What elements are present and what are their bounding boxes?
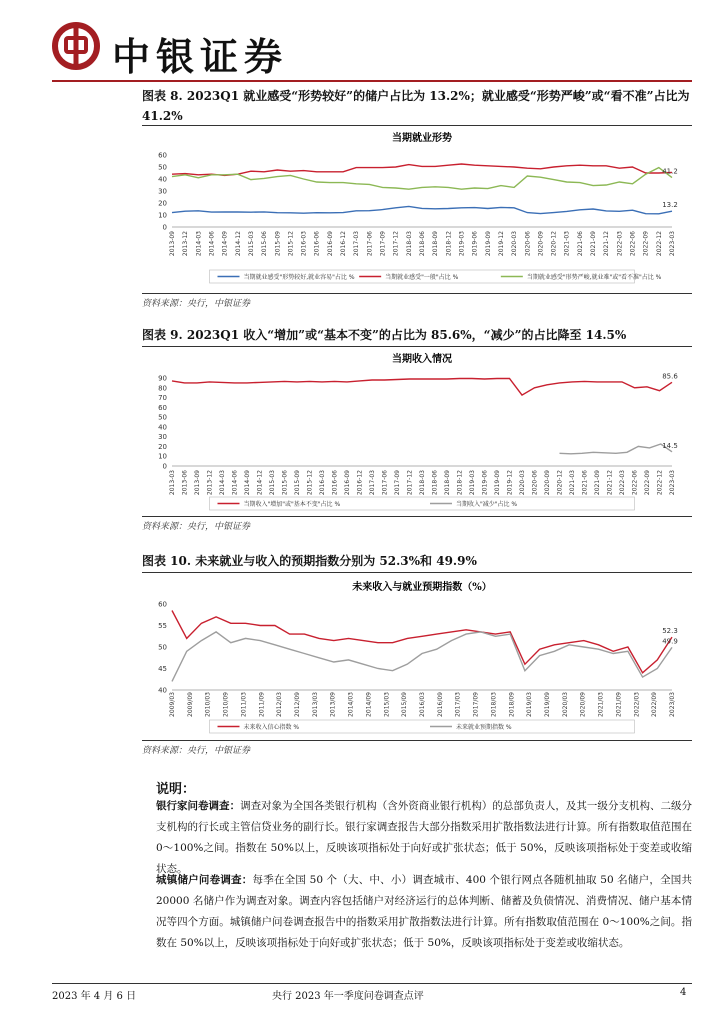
- x-tick-label: 2020-03: [511, 231, 519, 257]
- x-tick-label: 2014-06: [208, 231, 216, 257]
- legend-label: 当期就业感受"一般"占比 %: [385, 274, 459, 281]
- x-tick-label: 2021-03: [563, 231, 571, 257]
- x-tick-label: 2018-03: [405, 231, 413, 257]
- figure-8-caption: 图表 8. 2023Q1 就业感受“形势较好”的储户占比为 13.2%；就业感受“形势严峻”或“看不准”占比为 41.2%: [142, 89, 690, 123]
- x-tick-label: 2015-12: [287, 231, 295, 257]
- x-tick-label: 2018/03: [490, 692, 498, 717]
- x-tick-label: 2016-03: [300, 231, 308, 257]
- footer-date: 2023 年 4 月 6 日: [52, 991, 137, 1002]
- x-tick-label: 2014/09: [365, 692, 373, 717]
- x-tick-label: 2015-06: [261, 231, 269, 257]
- series-line-0: [172, 206, 672, 213]
- notes-p1-head: 银行家问卷调查：: [156, 800, 241, 812]
- y-tick-label: 70: [158, 394, 167, 403]
- x-tick-label: 2017-09: [394, 470, 401, 496]
- y-tick-label: 60: [158, 151, 167, 160]
- figure-10-caption: 图表 10. 未来就业与收入的预期指数分别为 52.3%和 49.9%: [142, 554, 477, 568]
- x-tick-label: 2022-12: [655, 231, 663, 257]
- x-tick-label: 2015-03: [269, 470, 276, 496]
- x-tick-label: 2022-09: [644, 470, 651, 496]
- x-tick-label: 2022-09: [642, 231, 650, 257]
- notes-p2-body: 每季在全国 50 个（大、中、小）调查城市、400 个银行网点各随机抽取 50 名储户，全国共 20000 名储户作为调查对象。调查内容包括储户对经济运行的总体判断、储蓄及负债情况、消费情况、储户基本情况等四个方面。城镇储户问卷调查报告中的指数采用扩散指数法进行计算。所有指数取值范围在 0～100%之间。指数在 50%以上，反映该项指标处于向好或扩张状态；低于 50%，反映该项指标处于变差或收缩状态。: [156, 874, 693, 949]
- x-tick-label: 2013-06: [181, 470, 189, 496]
- x-tick-label: 2013/09: [329, 692, 337, 717]
- x-tick-label: 2016-03: [319, 470, 326, 496]
- figure-8-caption-rule: [142, 125, 692, 126]
- x-tick-label: 2015/03: [383, 692, 391, 717]
- y-tick-label: 50: [158, 163, 167, 172]
- x-tick-label: 2020/03: [561, 692, 569, 717]
- series-line-0: [172, 379, 672, 396]
- x-tick-label: 2014-03: [219, 470, 226, 496]
- x-tick-label: 2017-09: [379, 230, 387, 257]
- x-tick-label: 2011/09: [258, 692, 266, 717]
- x-tick-label: 2021-12: [606, 470, 614, 496]
- y-tick-label: 30: [158, 187, 167, 196]
- figure-9-caption: 图表 9. 2023Q1 收入“增加”或“基本不变”的占比为 85.6%，“减少”的占比降至 14.5%: [142, 328, 627, 342]
- figure-10-source: 资料来源：央行，中银证券: [142, 746, 251, 756]
- x-tick-label: 2016/03: [419, 692, 426, 717]
- x-tick-label: 2013-12: [206, 470, 214, 496]
- x-tick-label: 2017-06: [381, 470, 389, 496]
- x-tick-label: 2014-12: [256, 470, 264, 496]
- figure-8-source: 资料来源：央行，中银证券: [142, 299, 251, 309]
- x-tick-label: 2019-06: [471, 231, 479, 257]
- x-tick-label: 2014-12: [234, 231, 242, 257]
- x-tick-label: 2009/09: [186, 692, 194, 717]
- chart-income-current: [142, 348, 692, 515]
- x-tick-label: 2015-03: [247, 231, 255, 257]
- y-tick-label: 40: [158, 175, 167, 184]
- x-tick-label: 2022/09: [651, 692, 659, 717]
- x-tick-label: 2022-03: [619, 470, 626, 496]
- x-tick-label: 2020-06: [531, 470, 539, 496]
- y-tick-label: 10: [158, 452, 167, 461]
- header-rule: [52, 80, 692, 82]
- x-tick-label: 2016/09: [436, 692, 444, 717]
- legend-label: 未来就业预期指数 %: [456, 724, 512, 731]
- x-tick-label: 2014-09: [244, 470, 251, 496]
- x-tick-label: 2019-12: [497, 231, 505, 257]
- series-line-0: [172, 611, 672, 673]
- chart-title: 未来收入与就业预期指数（%）: [352, 582, 492, 593]
- legend-label: 当期收入"增加"或"基本不变"占比 %: [243, 501, 341, 508]
- y-tick-label: 50: [158, 643, 167, 652]
- end-data-label: 13.2: [662, 201, 678, 210]
- x-tick-label: 2016-06: [331, 470, 339, 496]
- figure-8-bottom-rule: [142, 293, 692, 294]
- x-tick-label: 2019-03: [469, 470, 476, 496]
- x-tick-label: 2022-06: [631, 470, 639, 496]
- x-tick-label: 2019/03: [526, 692, 534, 717]
- x-tick-label: 2016-12: [340, 231, 348, 257]
- notes-paragraph-1: [156, 796, 692, 880]
- x-tick-label: 2021-09: [594, 470, 601, 496]
- x-tick-label: 2019-03: [458, 231, 466, 257]
- x-tick-label: 2022/03: [633, 692, 641, 717]
- x-tick-label: 2018-06: [419, 231, 426, 257]
- x-tick-label: 2019-09: [494, 470, 501, 496]
- x-tick-label: 2021-06: [581, 470, 589, 496]
- y-tick-label: 30: [158, 433, 167, 442]
- chart-title: 当期就业形势: [392, 133, 452, 144]
- x-tick-label: 2021/09: [615, 692, 623, 717]
- y-tick-label: 80: [158, 384, 167, 393]
- y-tick-label: 45: [158, 665, 167, 673]
- x-tick-label: 2015-06: [281, 470, 289, 496]
- x-tick-label: 2019-06: [481, 470, 489, 496]
- x-tick-label: 2013/03: [311, 692, 319, 717]
- logo: [52, 22, 100, 70]
- x-tick-label: 2021-12: [603, 231, 611, 257]
- x-tick-label: 2020-12: [550, 231, 558, 257]
- figure-10-caption-rule: [142, 572, 692, 573]
- x-tick-label: 2016-12: [356, 470, 364, 496]
- x-tick-label: 2012/09: [294, 692, 301, 717]
- chart-employment-current: [142, 127, 692, 292]
- x-tick-label: 2022-06: [629, 231, 637, 257]
- y-tick-label: 50: [158, 413, 167, 422]
- x-tick-label: 2018-03: [419, 470, 426, 496]
- x-tick-label: 2014-03: [195, 231, 203, 257]
- notes-title: 说明：: [156, 782, 196, 797]
- x-tick-label: 2018-09: [444, 470, 451, 496]
- x-tick-label: 2023/03: [669, 692, 676, 717]
- figure-9-caption-rule: [142, 346, 692, 347]
- x-tick-label: 2017/03: [454, 692, 462, 717]
- y-tick-label: 90: [158, 374, 167, 383]
- x-tick-label: 2018-06: [431, 470, 439, 496]
- legend-label: 未来收入信心指数 %: [243, 724, 300, 731]
- x-tick-label: 2015-09: [274, 231, 282, 257]
- x-tick-label: 2017-03: [353, 231, 361, 257]
- legend-label: 当期收入"减少"占比 %: [456, 501, 518, 508]
- x-tick-label: 2017-03: [369, 470, 376, 496]
- y-tick-label: 20: [158, 199, 167, 208]
- x-tick-label: 2022-12: [656, 470, 664, 496]
- y-tick-label: 60: [158, 600, 167, 609]
- x-tick-label: 2018-09: [432, 231, 440, 257]
- y-tick-label: 60: [158, 403, 167, 412]
- x-tick-label: 2021-09: [590, 231, 598, 257]
- x-tick-label: 2014-09: [221, 231, 229, 257]
- series-line-2: [172, 168, 672, 190]
- figure-9-bottom-rule: [142, 516, 692, 517]
- x-tick-label: 2012/03: [276, 692, 284, 717]
- y-tick-label: 40: [158, 423, 167, 432]
- x-tick-label: 2013-09: [194, 470, 201, 496]
- x-tick-label: 2013-03: [169, 470, 176, 496]
- series-line-1: [560, 444, 673, 454]
- x-tick-label: 2011/03: [240, 692, 248, 717]
- chart-future-expectation: [142, 574, 692, 739]
- notes-paragraph-2: [156, 870, 692, 954]
- footer-rule: [52, 983, 692, 984]
- x-tick-label: 2022-03: [616, 231, 624, 257]
- x-tick-label: 2021-06: [576, 231, 584, 257]
- x-tick-label: 2015-12: [306, 470, 314, 496]
- x-tick-label: 2021-03: [569, 470, 576, 496]
- x-tick-label: 2017-12: [406, 470, 414, 496]
- x-tick-label: 2015/09: [401, 692, 409, 717]
- x-tick-label: 2020-09: [537, 231, 545, 257]
- figure-10-bottom-rule: [142, 740, 692, 741]
- series-line-1: [172, 164, 672, 175]
- end-data-label: 14.5: [662, 441, 678, 450]
- y-tick-label: 0: [162, 223, 167, 232]
- x-tick-label: 2020-06: [524, 231, 532, 257]
- footer-doc-title: 央行 2023 年一季度问卷调查点评: [272, 991, 424, 1002]
- end-data-label: 49.9: [662, 637, 678, 646]
- end-data-label: 85.6: [662, 372, 678, 381]
- notes-p1-body: 调查对象为全国各类银行机构（含外资商业银行机构）的总部负责人，及其一级分支机构、二级分支机构的行长或主管信贷业务的副行长。银行家调查报告大部分指数采用扩散指数法进行计算。所有指数取值范围在 0～100%之间。指数在 50%以上，反映该项指标处于向好或扩张状态；低于 50%，反映该项指标处于变差或收缩状态。: [156, 800, 693, 875]
- x-tick-label: 2017/09: [472, 692, 480, 717]
- x-tick-label: 2010/09: [222, 692, 230, 717]
- x-tick-label: 2014/03: [347, 692, 355, 717]
- x-tick-label: 2013-09: [169, 231, 176, 257]
- y-tick-label: 0: [162, 462, 167, 471]
- x-tick-label: 2019-09: [484, 231, 492, 257]
- x-tick-label: 2020-09: [544, 470, 551, 496]
- series-line-1: [172, 632, 672, 682]
- legend-label: 当期就业感受"形势严峻,就业难"或"看不准"占比 %: [526, 274, 662, 281]
- end-data-label: 41.2: [662, 167, 678, 176]
- x-tick-label: 2016-09: [344, 470, 351, 496]
- x-tick-label: 2019/09: [544, 692, 551, 717]
- x-tick-label: 2017-06: [366, 231, 374, 257]
- x-tick-label: 2013-12: [182, 231, 190, 257]
- figure-9-source: 资料来源：央行，中银证券: [142, 522, 251, 532]
- x-tick-label: 2023-03: [669, 470, 676, 496]
- x-tick-label: 2021/03: [597, 692, 605, 717]
- x-tick-label: 2016-06: [313, 231, 321, 257]
- footer-page-number: 4: [680, 987, 687, 998]
- y-tick-label: 10: [158, 211, 167, 220]
- x-tick-label: 2020/09: [579, 692, 587, 717]
- chart-title: 当期收入情况: [392, 354, 452, 365]
- x-tick-label: 2020-12: [556, 470, 564, 496]
- y-tick-label: 55: [158, 622, 167, 630]
- x-tick-label: 2014-06: [231, 470, 239, 496]
- y-tick-label: 40: [158, 686, 167, 695]
- x-tick-label: 2018/09: [508, 692, 516, 717]
- end-data-label: 52.3: [662, 627, 678, 636]
- bank-of-china-logo-icon: [52, 22, 100, 70]
- x-tick-label: 2020-03: [519, 470, 526, 496]
- legend-label: 当期就业感受"形势较好,就业容易"占比 %: [243, 274, 355, 281]
- x-tick-label: 2009/03: [169, 692, 176, 717]
- x-tick-label: 2023-03: [669, 231, 676, 257]
- x-tick-label: 2015-09: [294, 470, 301, 496]
- x-tick-label: 2018-12: [445, 231, 453, 257]
- x-tick-label: 2018-12: [456, 470, 464, 496]
- x-tick-label: 2019-12: [506, 470, 514, 496]
- x-tick-label: 2010/03: [204, 692, 212, 717]
- y-tick-label: 20: [158, 442, 167, 451]
- notes-p2-head: 城镇储户问卷调查：: [156, 874, 253, 886]
- x-tick-label: 2017-12: [392, 231, 400, 257]
- x-tick-label: 2016-09: [326, 231, 334, 257]
- brand-name: 中银证券: [112, 35, 289, 79]
